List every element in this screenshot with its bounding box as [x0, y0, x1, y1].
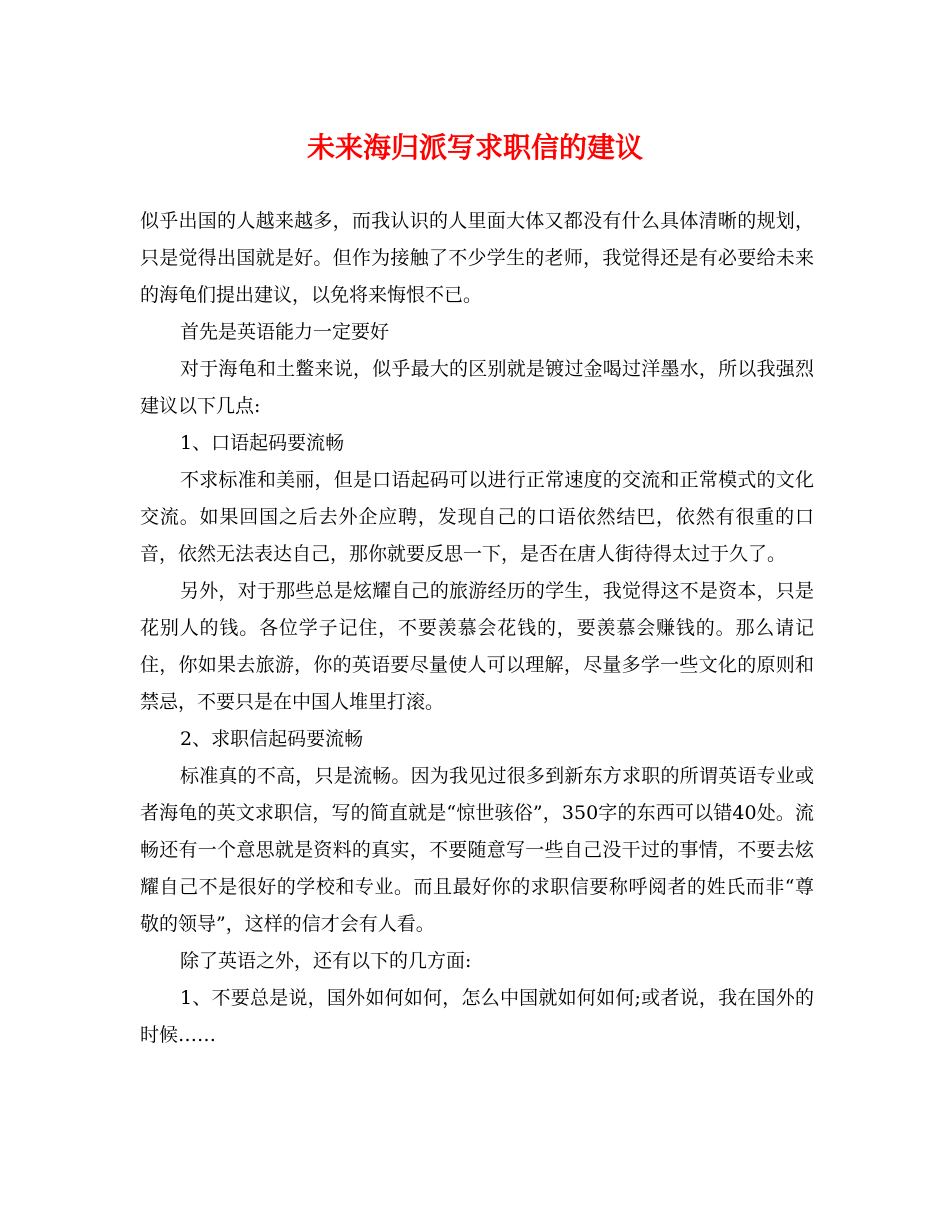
paragraph: 标准真的不高，只是流畅。因为我见过很多到新东方求职的所谓英语专业或者海龟的英文求职信，写的简直就是“惊世骇俗”，350字的东西可以错40处。流畅还有一个意思就是资料的真实，不要随意写一些自己没干过的事情，不要去炫耀自己不是很好的学校和专业。而且最好你的求职信要称呼阅者的姓氏而非“尊敬的领导”，这样的信才会有人看。 [140, 765, 814, 935]
paragraph: 除了英语之外，还有以下的几方面: [180, 950, 472, 972]
paragraph-intro: 似乎出国的人越来越多，而我认识的人里面大体又都没有什么具体清晰的规划，只是觉得出国就是好。但作为接触了不少学生的老师，我觉得还是有必要给未来的海龟们提出建议，以免将来悔恨不已。 [140, 210, 814, 306]
paragraph-heading-letter: 2、求职信起码要流畅 [180, 728, 364, 750]
paragraph: 对于海龟和土鳖来说，似乎最大的区别就是镀过金喝过洋墨水，所以我强烈建议以下几点: [140, 358, 814, 417]
paragraph: 不求标准和美丽，但是口语起码可以进行正常速度的交流和正常模式的文化交流。如果回国之后去外企应聘，发现自己的口语依然结巴，依然有很重的口音，依然无法表达自己，那你就要反思一下，是否在唐人街待得太过于久了。 [140, 469, 814, 565]
document-body [140, 203, 814, 1054]
paragraph: 1、不要总是说，国外如何如何，怎么中国就如何如何;或者说，我在国外的时候…… [140, 987, 814, 1046]
paragraph: 另外，对于那些总是炫耀自己的旅游经历的学生，我觉得这不是资本，只是花别人的钱。各位学子记住，不要羡慕会花钱的，要羡慕会赚钱的。那么请记住，你如果去旅游，你的英语要尽量使人可以理解，尽量多学一些文化的原则和禁忌，不要只是在中国人堆里打滚。 [140, 580, 814, 713]
document-title: 未来海归派写求职信的建议 [306, 131, 643, 164]
paragraph-heading-oral: 1、口语起码要流畅 [180, 432, 345, 454]
paragraph-heading-english: 首先是英语能力一定要好 [180, 321, 390, 343]
